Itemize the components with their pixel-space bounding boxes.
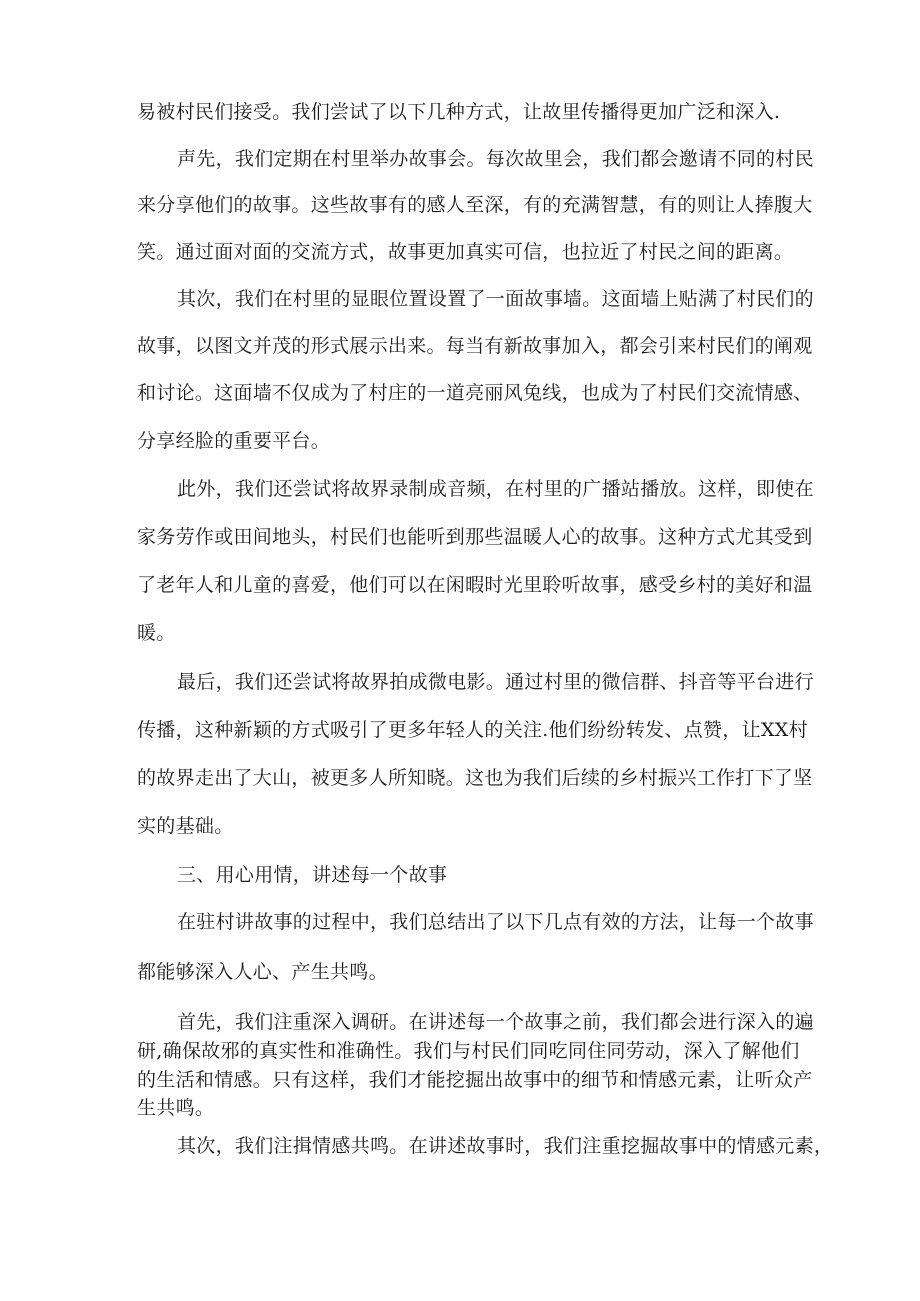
text-line: 笑。通过面对面的交流方式，故事更加真实可信，也拉近了村民之间的距离。 [137, 241, 794, 263]
text-line: 最后，我们还尝试将故界拍成微电影。通过村里的微信群、抖音等平台进行 [177, 671, 814, 693]
text-line: 来分享他们的故事。这些故事有的感人至深，有的充满智慧，有的则让人捧腹大 [137, 194, 813, 216]
text-line: 首先，我们注重深入调研。在讲述每一个故事之前，我们都会进行深入的遍 [177, 1011, 814, 1033]
text-line: 家务劳作或田间地头，村民们也能听到那些温暖人心的故事。这种方式尤其受到 [137, 526, 813, 548]
text-line: 都能够深入人心、产生共鸣。 [137, 961, 388, 983]
text-line: 生共鸣。 [137, 1097, 215, 1119]
text-line: 易被村民们接受。我们尝试了以下几种方式，让故里传播得更加广泛和深入. [137, 101, 781, 123]
text-line: 了老年人和儿童的喜爱，他们可以在闲暇时光里聆听故事，感受乡村的美好和温 [137, 574, 813, 596]
text-line: 的故界走出了大山，被更多人所知晓。这也为我们后续的乡村振兴工作打下了坚 [137, 767, 813, 789]
section-heading [137, 866, 785, 885]
heading-line: 三、用心用情，讲述每一个故事 [177, 864, 448, 886]
text-line: 其次，我们注揖情感共鸣。在讲述故事时，我们注重挖掘故事中的情感元素， [177, 1135, 834, 1157]
text-line: 实的基础。 [137, 815, 234, 837]
text-line: 传播，这种新颖的方式吸引了更多年轻人的关注.他们纷纷转发、点赞，让XX村 [137, 719, 808, 741]
text-line: 在驻村讲故事的过程中，我们总结出了以下几点有效的方法，让每一个故事 [177, 911, 814, 933]
paragraph-continuation [137, 103, 785, 122]
text-line: 此外，我们还尝试将故界录制成音频，在村里的广播站播放。这样，即使在 [177, 478, 814, 500]
text-line: 的生活和情感。只有这样，我们才能挖掘出故事中的细节和情感元素，让听众产 [137, 1069, 813, 1091]
text-line: 声先，我们定期在村里举办故事会。每次故里会，我们都会邀请不同的村民 [177, 148, 814, 170]
text-line: 研,确保故邪的真实性和准确性。我们与村民们同吃同住同劳动，深入了解他们 [137, 1040, 800, 1062]
text-line: 和讨论。这面墙不仅成为了村庄的一道亮丽风兔线，也成为了村民们交流情感、 [137, 382, 813, 404]
paragraph-emotion [137, 1135, 834, 1157]
text-line: 分享经脸的重要平台。 [137, 430, 331, 452]
text-line: 暖。 [137, 622, 176, 644]
text-line: 其次，我们在村里的显眼位置设置了一面故事墙。这面墙上贴满了村民们的 [177, 288, 814, 310]
text-line: 故事，以图文并茂的形式展示出来。每当有新故事加入，都会引来村民们的阐观 [137, 335, 813, 357]
